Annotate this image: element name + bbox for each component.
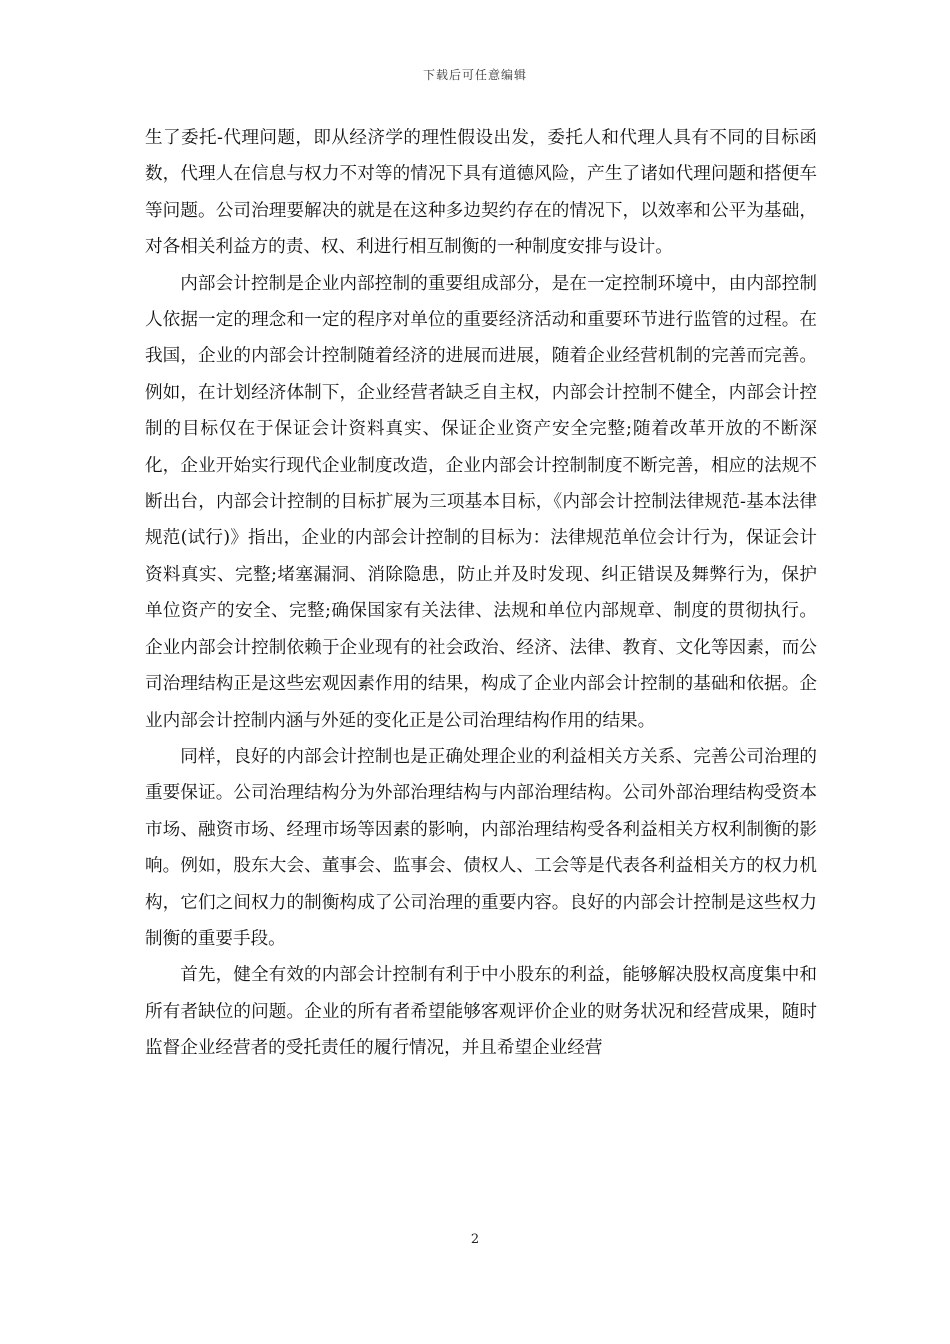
paragraph-internal-accounting-control: 内部会计控制是企业内部控制的重要组成部分，是在一定控制环境中，由内部控制人依据一定的理念和一定的程序对单位的重要经济活动和重要环节进行监管的过程。在我国，企业的内部会计控制随着经济的进展而进展，随着企业经营机制的完善而完善。例如，在计划经济体制下，企业经营者缺乏自主权，内部会计控制不健全，内部会计控制的目标仅在于保证会计资料真实、保证企业资产安全完整;随着改革开放的不断深化，企业开始实行现代企业制度改造，企业内部会计控制制度不断完善，相应的法规不断出台，内部会计控制的目标扩展为三项基本目标，《内部会计控制法律规范-基本法律规范(试行)》指出，企业的内部会计控制的目标为：法律规范单位会计行为，保证会计资料真实、完整;堵塞漏洞、消除隐患，防止并及时发现、纠正错误及舞弊行为，保护单位资产的安全、完整;确保国家有关法律、法规和单位内部规章、制度的贯彻执行。企业内部会计控制依赖于企业现有的社会政治、经济、法律、教育、文化等因素，而公司治理结构正是这些宏观因素作用的结果，构成了企业内部会计控制的基础和依据。企业内部会计控制内涵与外延的变化正是公司治理结构作用的结果。 [145,273,817,731]
paragraph-minority-shareholders: 首先，健全有效的内部会计控制有利于中小股东的利益，能够解决股权高度集中和所有者缺位的问题。企业的所有者希望能够客观评价企业的财务状况和经营成果，随时监督企业经营者的受托责任的履行情况，并且希望企业经营 [145,965,817,1059]
page-number: 2 [470,1232,480,1247]
document-body [145,120,817,1067]
page-header: 下载后可任意编辑 [422,68,527,82]
paragraph-continued: 生了委托-代理问题，即从经济学的理性假设出发，委托人和代理人具有不同的目标函数，代理人在信息与权力不对等的情况下具有道德风险，产生了诸如代理问题和搭便车等问题。公司治理要解决的就是在这种多边契约存在的情况下，以效率和公平为基础，对各相关利益方的责、权、利进行相互制衡的一种制度安排与设计。 [145,128,817,258]
paragraph-governance-guarantee: 同样，良好的内部会计控制也是正确处理企业的利益相关方关系、完善公司治理的重要保证。公司治理结构分为外部治理结构与内部治理结构。公司外部治理结构受资本市场、融资市场、经理市场等因素的影响，内部治理结构受各利益相关方权利制衡的影响。例如，股东大会、董事会、监事会、债权人、工会等是代表各利益相关方的权力机构，它们之间权力的制衡构成了公司治理的重要内容。良好的内部会计控制是这些权力制衡的重要手段。 [145,746,817,949]
